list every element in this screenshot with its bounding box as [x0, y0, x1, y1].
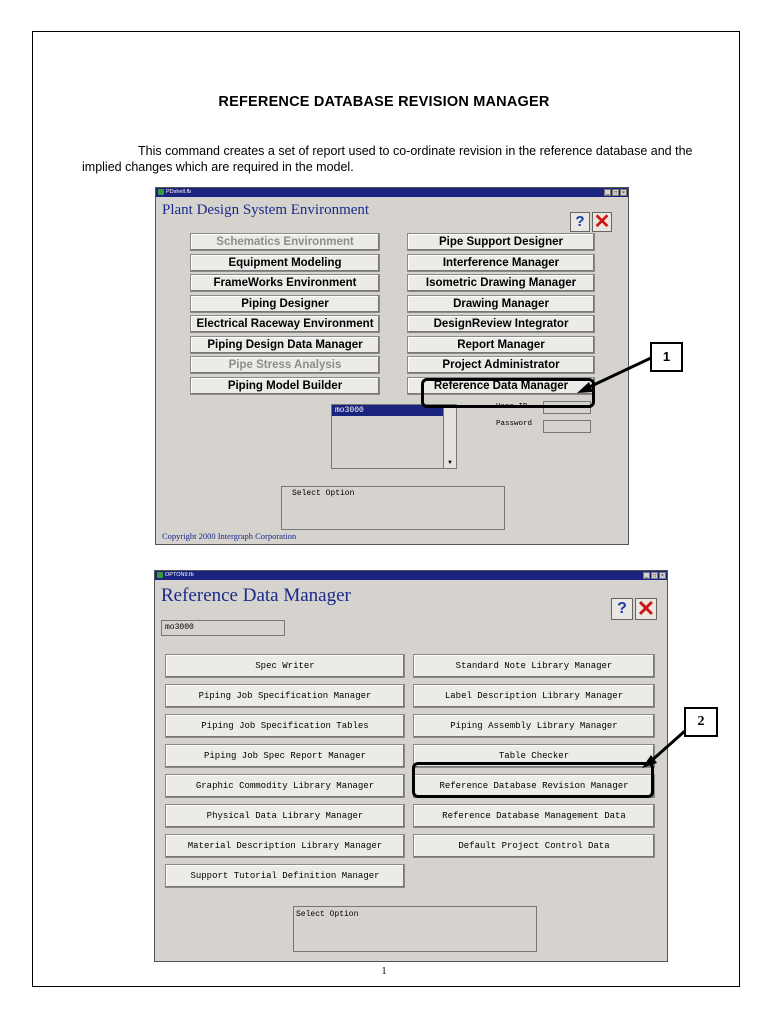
- password-label: Password: [496, 420, 533, 428]
- default-project-control-data-button[interactable]: Default Project Control Data: [413, 834, 655, 858]
- report-manager-button[interactable]: Report Manager: [407, 336, 595, 354]
- schematics-environment-button[interactable]: Schematics Environment: [190, 233, 380, 251]
- highlight-reference-data-manager: [421, 378, 595, 408]
- material-description-library-manager-button[interactable]: Material Description Library Manager: [165, 834, 405, 858]
- reference-database-revision-manager-button[interactable]: Reference Database Revision Manager: [413, 774, 655, 798]
- close-icon[interactable]: ✕: [593, 211, 611, 233]
- message-text: Select Option: [296, 910, 359, 919]
- callout-arrow-2: [640, 728, 690, 770]
- copyright-text: Copyright 2000 Intergraph Corporation: [162, 531, 297, 541]
- project-field: mo3000: [161, 620, 285, 636]
- window-title: Reference Data Manager: [161, 585, 351, 606]
- user-id-label: User ID: [496, 403, 528, 411]
- piping-design-data-manager-button[interactable]: Piping Design Data Manager: [190, 336, 380, 354]
- designreview-integrator-button[interactable]: DesignReview Integrator: [407, 315, 595, 333]
- pipe-support-designer-button[interactable]: Pipe Support Designer: [407, 233, 595, 251]
- close-window-icon[interactable]: ×: [620, 189, 627, 196]
- callout-2: 2: [684, 707, 718, 737]
- titlebar-text: OPTON9.fb: [165, 572, 194, 578]
- scroll-down-icon[interactable]: ▼: [447, 460, 453, 466]
- pipe-stress-analysis-button[interactable]: Pipe Stress Analysis: [190, 356, 380, 374]
- standard-note-library-manager-button[interactable]: Standard Note Library Manager: [413, 654, 655, 678]
- reference-database-management-data-button[interactable]: Reference Database Management Data: [413, 804, 655, 828]
- piping-model-builder-button[interactable]: Piping Model Builder: [190, 377, 380, 395]
- reference-data-manager-button[interactable]: Reference Data Manager: [407, 377, 595, 395]
- piping-job-specification-manager-button[interactable]: Piping Job Specification Manager: [165, 684, 405, 708]
- highlight-reference-database-revision-manager: [412, 762, 654, 798]
- equipment-modeling-button[interactable]: Equipment Modeling: [190, 254, 380, 272]
- window-titlebar[interactable]: [155, 571, 667, 580]
- window-titlebar[interactable]: [156, 188, 628, 197]
- titlebar-text: PDshell.fb: [166, 189, 192, 195]
- callout-1: 1: [650, 342, 683, 372]
- project-list-item-selected[interactable]: mo3000: [332, 405, 444, 416]
- message-text: Select Option: [292, 489, 355, 498]
- piping-job-specification-tables-button[interactable]: Piping Job Specification Tables: [165, 714, 405, 738]
- physical-data-library-manager-button[interactable]: Physical Data Library Manager: [165, 804, 405, 828]
- support-tutorial-definition-manager-button[interactable]: Support Tutorial Definition Manager: [165, 864, 405, 888]
- minimize-icon[interactable]: _: [643, 572, 650, 579]
- table-checker-button[interactable]: Table Checker: [413, 744, 655, 768]
- callout-arrow-1: [575, 355, 655, 397]
- label-description-library-manager-button[interactable]: Label Description Library Manager: [413, 684, 655, 708]
- message-box: [281, 486, 505, 530]
- close-window-icon[interactable]: ×: [659, 572, 666, 579]
- project-administrator-button[interactable]: Project Administrator: [407, 356, 595, 374]
- graphic-commodity-library-manager-button[interactable]: Graphic Commodity Library Manager: [165, 774, 405, 798]
- project-list[interactable]: [331, 404, 457, 469]
- window-title: Plant Design System Environment: [162, 202, 370, 218]
- project-list-scrollbar[interactable]: [443, 405, 456, 468]
- message-box: [293, 906, 537, 952]
- piping-job-spec-report-manager-button[interactable]: Piping Job Spec Report Manager: [165, 744, 405, 768]
- maximize-icon[interactable]: □: [613, 190, 618, 196]
- spec-writer-button[interactable]: Spec Writer: [165, 654, 405, 678]
- document-title: REFERENCE DATABASE REVISION MANAGER: [218, 94, 550, 110]
- maximize-icon[interactable]: □: [652, 573, 657, 579]
- piping-assembly-library-manager-button[interactable]: Piping Assembly Library Manager: [413, 714, 655, 738]
- drawing-manager-button[interactable]: Drawing Manager: [407, 295, 595, 313]
- minimize-icon[interactable]: _: [604, 189, 611, 196]
- intro-paragraph: This command creates a set of report used to co-ordinate revision in the reference database and the implied changes which are required in the model.: [82, 144, 693, 174]
- help-icon[interactable]: ?: [570, 212, 590, 232]
- app-icon: [158, 189, 164, 195]
- help-icon[interactable]: ?: [611, 598, 633, 620]
- app-icon: [157, 572, 163, 578]
- electrical-raceway-environment-button[interactable]: Electrical Raceway Environment: [190, 315, 380, 333]
- close-icon[interactable]: ✕: [636, 596, 656, 621]
- frameworks-environment-button[interactable]: FrameWorks Environment: [190, 274, 380, 292]
- interference-manager-button[interactable]: Interference Manager: [407, 254, 595, 272]
- password-input[interactable]: [543, 420, 591, 433]
- pds-environment-window: [155, 187, 629, 545]
- page-number: 1: [381, 966, 387, 977]
- isometric-drawing-manager-button[interactable]: Isometric Drawing Manager: [407, 274, 595, 292]
- piping-designer-button[interactable]: Piping Designer: [190, 295, 380, 313]
